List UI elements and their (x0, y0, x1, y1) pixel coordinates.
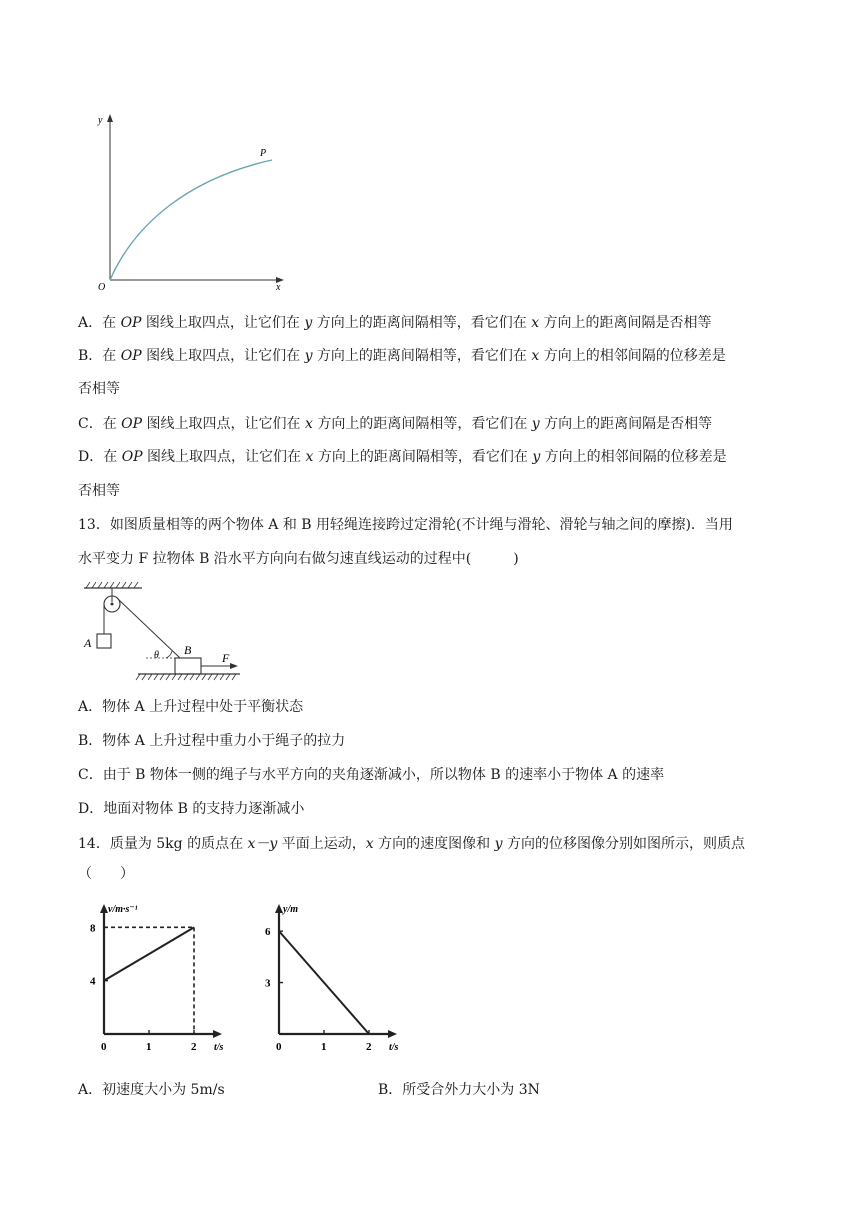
yt-y-axis-arrow (275, 904, 283, 913)
vt-y-axis-arrow (100, 904, 108, 913)
vt-x-tick-label-0: 0 (101, 1041, 107, 1053)
q14-option-b[interactable]: B．所受合外力大小为 3N (378, 1082, 540, 1098)
yt-series-line (279, 931, 369, 1034)
velocity-time-chart (80, 900, 230, 1060)
vt-x-tick-label-2: 2 (191, 1041, 197, 1053)
q14-option-a[interactable]: A．初速度大小为 5m/s (78, 1082, 225, 1098)
force-arrow-head (230, 663, 238, 669)
q13-stem-line2: 水平变力 F 拉物体 B 沿水平方向向右做匀速直线运动的过程中( ) (78, 551, 519, 567)
q12-option-b[interactable]: B．在 OP 图线上取四点，让它们在 y 方向上的距离间隔相等，看它们在 x 方向上的相邻间隔的位移差是 (78, 348, 726, 364)
yt-xlabel: t/s (389, 1042, 399, 1053)
pulley-axle (111, 603, 114, 606)
theta-arc (166, 651, 172, 658)
yt-x-tick-label-1: 1 (321, 1041, 327, 1053)
yt-x-tick-label-0: 0 (276, 1041, 282, 1053)
yt-x-tick-label-2: 2 (366, 1041, 372, 1053)
vt-xlabel: t/s (214, 1042, 224, 1053)
theta-label: θ (154, 650, 159, 661)
q13-stem-line1: 13．如图质量相等的两个物体 A 和 B 用轻绳连接跨过定滑轮(不计绳与滑轮、滑轮与轴之间的摩擦)．当用 (78, 517, 733, 533)
vt-y-tick-label-0: 4 (90, 975, 96, 988)
point-p-label: P (260, 148, 267, 159)
q13-option-a[interactable]: A．物体 A 上升过程中处于平衡状态 (78, 699, 304, 715)
yt-ylabel: y/m (283, 904, 298, 915)
origin-label: O (98, 282, 106, 293)
displacement-time-chart (255, 900, 405, 1060)
yt-x-axis-arrow (388, 1030, 397, 1038)
q13-option-b[interactable]: B．物体 A 上升过程中重力小于绳子的拉力 (78, 733, 346, 749)
op-curve-figure (90, 108, 290, 294)
q13-option-c[interactable]: C．由于 B 物体一侧的绳子与水平方向的夹角逐渐减小，所以物体 B 的速率小于物体 A 的速率 (78, 767, 665, 783)
block-b (175, 658, 201, 674)
q14-stem-line2: （ ） (78, 866, 134, 882)
q12-option-c[interactable]: C．在 OP 图线上取四点，让它们在 x 方向上的距离间隔相等，看它们在 y 方向上的距离间隔是否相等 (78, 416, 713, 432)
yt-y-tick-label-1: 6 (265, 926, 271, 939)
vt-x-tick-label-1: 1 (146, 1041, 152, 1053)
block-a-label: A (84, 636, 92, 650)
q12-option-a[interactable]: A．在 OP 图线上取四点，让它们在 y 方向上的距离间隔相等，看它们在 x 方向上的距离间隔是否相等 (78, 315, 712, 331)
q12-option-b-cont: 否相等 (78, 381, 120, 397)
y-axis-label: y (98, 115, 103, 126)
op-curve (110, 160, 272, 280)
vt-x-axis-arrow (213, 1030, 222, 1038)
q13-option-d[interactable]: D．地面对物体 B 的支持力逐渐减小 (78, 801, 305, 817)
vt-ylabel: v/m·s⁻¹ (108, 904, 138, 915)
q12-option-d[interactable]: D．在 OP 图线上取四点，让它们在 x 方向上的距离间隔相等，看它们在 y 方向上的相邻间隔的位移差是 (78, 449, 727, 465)
block-b-label: B (184, 643, 192, 657)
rope-b (118, 599, 180, 658)
ceiling-hatch (86, 582, 138, 588)
force-label: F (222, 651, 230, 665)
q12-option-d-cont: 否相等 (78, 483, 120, 499)
vt-series-line (104, 927, 194, 980)
vt-y-tick-label-1: 8 (90, 922, 96, 935)
x-axis-label: x (276, 282, 281, 293)
pulley-figure (80, 578, 250, 686)
ground-hatch (136, 674, 236, 680)
y-axis-arrow (107, 114, 113, 122)
q14-stem-line1: 14．质量为 5kg 的质点在 x－y 平面上运动，x 方向的速度图像和 y 方向的位移图像分别如图所示，则质点 (78, 836, 745, 852)
yt-y-tick-label-0: 3 (265, 977, 271, 990)
block-a (97, 634, 111, 648)
